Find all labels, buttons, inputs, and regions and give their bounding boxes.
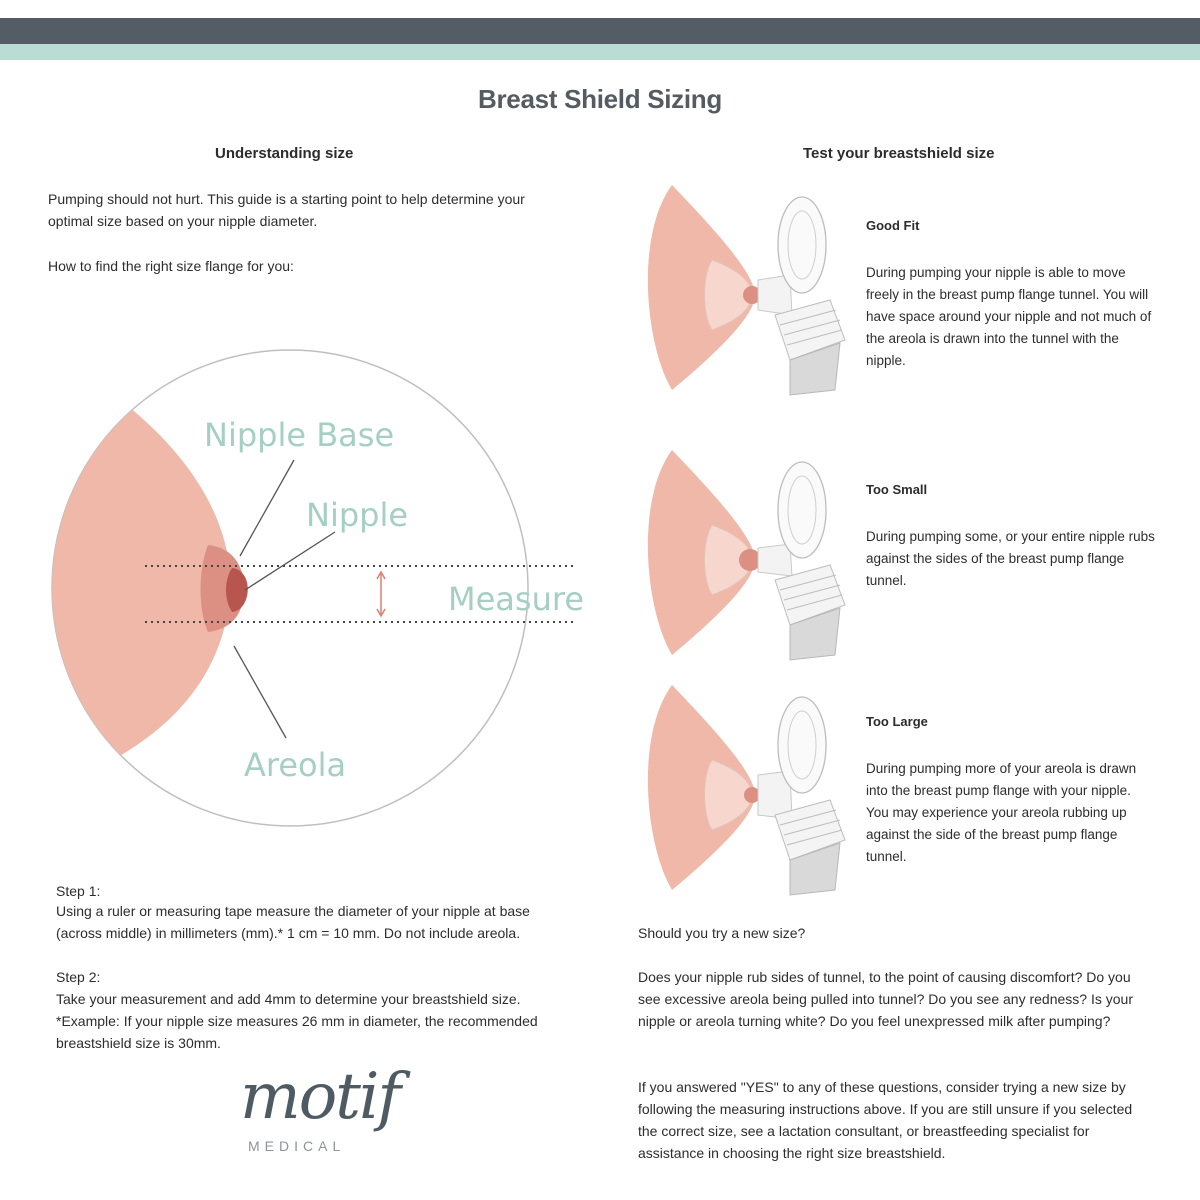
how-to-text: How to find the right size flange for you: bbox=[48, 258, 294, 274]
questions-text: Does your nipple rub sides of tunnel, to the point of causing discomfort? Do you see excessive areola being pulled into tunnel? Do you see any redness? Is your nipple or areola turning white? Do you feel unexpressed milk after pumping? bbox=[638, 969, 1133, 1029]
new-size-question: Should you try a new size? bbox=[638, 925, 806, 941]
too-small-illustration bbox=[640, 440, 860, 670]
too-large-text: During pumping more of your areola is drawn into the breast pump flange with your nipple. You may experience your areola rubbing up against the side of the breast pump flange tunnel. bbox=[866, 761, 1137, 864]
label-nipple-base: Nipple Base bbox=[204, 416, 395, 454]
nipple-measure-diagram bbox=[40, 320, 600, 850]
too-large-illustration bbox=[640, 675, 860, 905]
step2-text: Take your measurement and add 4mm to determine your breastshield size. *Example: If your nipple size measures 26 mm in diameter, the recommended breastshield size is 30mm. bbox=[56, 991, 538, 1051]
label-measure: Measure bbox=[448, 580, 584, 618]
too-large-title: Too Large bbox=[866, 714, 928, 729]
label-nipple: Nipple bbox=[306, 496, 409, 534]
header-bar bbox=[0, 18, 1200, 44]
good-fit-title: Good Fit bbox=[866, 218, 920, 233]
logo-subtitle: MEDICAL bbox=[248, 1138, 346, 1154]
too-small-title: Too Small bbox=[866, 482, 928, 497]
test-size-heading: Test your breastshield size bbox=[803, 145, 995, 162]
step2-label: Step 2: bbox=[56, 969, 101, 985]
too-small-text: During pumping some, or your entire nipple rubs against the sides of the breast pump flange tunnel. bbox=[866, 529, 1155, 588]
label-areola: Areola bbox=[244, 746, 347, 784]
advice-text: If you answered "YES" to any of these questions, consider trying a new size by following the measuring instructions above. If you are still unsure if you selected the correct size, see a lactation consultant, or breastfeeding specialist for assistance in choosing the right size breastshield. bbox=[638, 1079, 1133, 1161]
header-stripe bbox=[0, 44, 1200, 60]
intro-text: Pumping should not hurt. This guide is a starting point to help determine your optimal size based on your nipple diameter. bbox=[48, 191, 525, 229]
step1-text: Using a ruler or measuring tape measure the diameter of your nipple at base (across middle) in millimeters (mm).* 1 cm = 10 mm. Do not include areola. bbox=[56, 903, 530, 941]
logo-wordmark: motif bbox=[240, 1060, 400, 1134]
good-fit-illustration bbox=[640, 175, 860, 405]
page-title: Breast Shield Sizing bbox=[478, 84, 722, 114]
step1-label: Step 1: bbox=[56, 883, 101, 899]
motif-medical-logo bbox=[240, 1060, 410, 1170]
understanding-size-heading: Understanding size bbox=[215, 145, 354, 162]
good-fit-text: During pumping your nipple is able to move freely in the breast pump flange tunnel. You will have space around your nipple and not much of the areola is drawn into the tunnel with the nipple. bbox=[866, 265, 1152, 368]
